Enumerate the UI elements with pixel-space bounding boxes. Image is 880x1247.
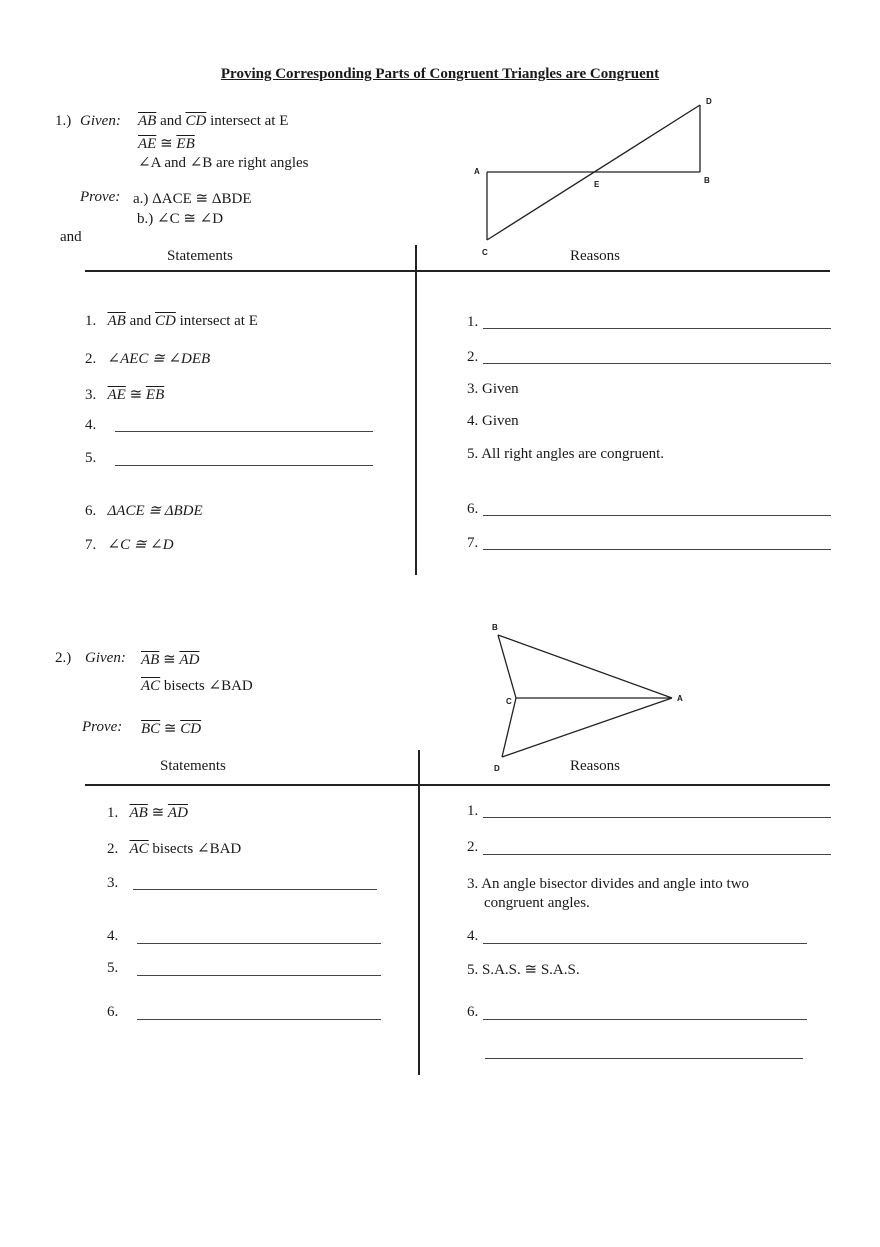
- p1-reason-1-number: 1.: [467, 314, 479, 330]
- p1-reason-7-number: 7.: [467, 535, 479, 551]
- figure-1-label-b: B: [704, 176, 710, 185]
- p2-reason-6-number: 6.: [467, 1004, 479, 1020]
- p2-statement-4-number: 4.: [107, 928, 119, 944]
- problem-1-and: and: [60, 229, 82, 245]
- figure-1-label-e: E: [594, 180, 600, 189]
- problem-1-prove-b: b.) ∠C ≅ ∠D: [137, 211, 224, 227]
- problem-2-table-divider: [418, 750, 420, 1075]
- problem-2-given-line-1: $\overline{AB}$ ≅ $\overline{AD}$: [141, 652, 200, 668]
- problem-2-prove: $\overline{BC}$ ≅ $\overline{CD}$: [141, 721, 202, 737]
- p2-reason-4-number: 4.: [467, 928, 479, 944]
- figure-2-label-d: D: [494, 764, 500, 773]
- figure-1-label-d: D: [706, 97, 712, 106]
- p1-reason-2-number: 2.: [467, 349, 479, 365]
- p1-reason-4: 4. Given: [467, 413, 519, 429]
- p1-statement-4-number: 4.: [85, 417, 97, 433]
- p2-statement-1: 1. $\overline{AB}$ ≅ $\overline{AD}$: [107, 805, 188, 821]
- problem-1-given-line-2: $\overline{AE}$ ≅ $\overline{EB}$: [138, 136, 195, 152]
- p1-statement-1: 1. $\overline{AB}$ and $\overline{CD}$ intersect at E: [85, 313, 258, 329]
- figure-2-label-c: C: [506, 697, 512, 706]
- figure-2-label-a: A: [677, 694, 683, 703]
- p1-statement-2: 2. ∠AEC ≅ ∠DEB: [85, 351, 211, 367]
- problem-1-reasons-header: Reasons: [570, 248, 620, 264]
- problem-1-given-line-3: ∠A and ∠B are right angles: [138, 155, 309, 171]
- segment-cd: [502, 698, 516, 757]
- p2-reason-6-blank[interactable]: [483, 1019, 807, 1020]
- p2-reason-2-blank[interactable]: [483, 854, 831, 855]
- figure-1-label-a: A: [474, 167, 480, 176]
- p2-statement-4-blank[interactable]: [137, 943, 381, 944]
- problem-2-table-rule: [85, 784, 830, 786]
- p2-reason-4-blank[interactable]: [483, 943, 807, 944]
- p2-statement-5-number: 5.: [107, 960, 119, 976]
- problem-2-prove-label: Prove:: [82, 719, 123, 735]
- problem-1-prove-label: Prove:: [80, 189, 121, 205]
- p2-statement-3-blank[interactable]: [133, 889, 377, 890]
- problem-1-prove-a: a.) ΔACE ≅ ΔBDE: [133, 191, 252, 207]
- problem-1-given-line-1: $\overline{AB}$ and $\overline{CD}$ intersect at E: [138, 113, 289, 129]
- p1-reason-3: 3. Given: [467, 381, 519, 397]
- problem-1-statements-header: Statements: [167, 248, 233, 264]
- p1-statement-5-number: 5.: [85, 450, 97, 466]
- figure-2-label-b: B: [492, 623, 498, 632]
- segment-ba: [498, 635, 672, 698]
- problem-2-statements-header: Statements: [160, 758, 226, 774]
- p2-statement-5-blank[interactable]: [137, 975, 381, 976]
- p1-reason-5: 5. All right angles are congruent.: [467, 446, 665, 462]
- figure-1-label-c: C: [482, 248, 488, 257]
- p2-statement-6-blank[interactable]: [137, 1019, 381, 1020]
- problem-1-given-label: Given:: [80, 113, 121, 129]
- p2-reason-1-blank[interactable]: [483, 817, 831, 818]
- p2-statement-6-number: 6.: [107, 1004, 119, 1020]
- problem-2-reasons-header: Reasons: [570, 758, 620, 774]
- p2-reason-3-continued: congruent angles.: [484, 895, 590, 911]
- problem-1-number: 1.): [55, 113, 72, 129]
- segment-bc: [498, 635, 516, 698]
- p1-statement-7: 7. ∠C ≅ ∠D: [85, 537, 174, 553]
- problem-2-given-line-2: $\overline{AC}$ bisects ∠BAD: [141, 678, 253, 694]
- p2-reason-3: 3. An angle bisector divides and angle into two: [467, 876, 750, 892]
- p2-reason-2-number: 2.: [467, 839, 479, 855]
- p2-statement-3-number: 3.: [107, 875, 119, 891]
- segment-da: [502, 698, 672, 757]
- problem-2-given-label: Given:: [85, 650, 126, 666]
- p1-statement-6: 6. ΔACE ≅ ΔBDE: [85, 503, 203, 519]
- p1-statement-3: 3. $\overline{AE}$ ≅ $\overline{EB}$: [85, 387, 165, 403]
- p2-reason-5: 5. S.A.S. ≅ S.A.S.: [467, 962, 580, 978]
- worksheet-title: Proving Corresponding Parts of Congruent Triangles are Congruent: [220, 66, 660, 82]
- p1-reason-6-number: 6.: [467, 501, 479, 517]
- problem-2-number: 2.): [55, 650, 72, 666]
- p2-reason-6-blank-extra[interactable]: [485, 1058, 803, 1059]
- p2-statement-2: 2. $\overline{AC}$ bisects ∠BAD: [107, 841, 242, 857]
- p2-reason-1-number: 1.: [467, 803, 479, 819]
